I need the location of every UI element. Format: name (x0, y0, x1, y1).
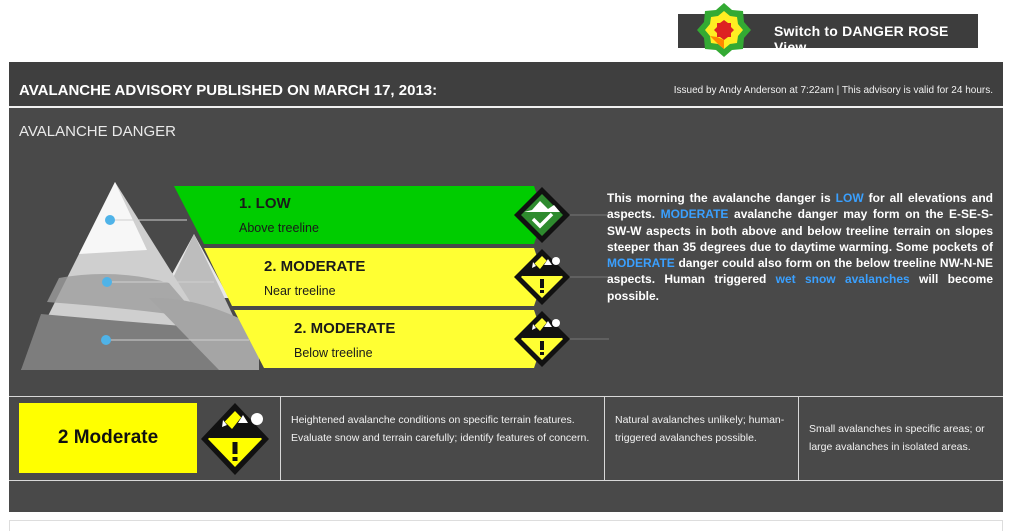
desc-text: will become possible. (607, 272, 993, 303)
danger-scale-legend (9, 396, 1003, 481)
band-level-below: 2. MODERATE (294, 320, 396, 337)
desc-moderate-highlight: MODERATE (607, 256, 675, 271)
advisory-panel (9, 62, 1003, 512)
danger-level-box: 2 Moderate (19, 403, 197, 473)
danger-rose-icon (696, 2, 752, 58)
size-distribution-text: Small avalanches in specific areas; or large avalanches in isolated areas. (798, 397, 1003, 481)
desc-low-highlight: LOW (835, 191, 864, 205)
likelihood-text: Natural avalanches unlikely; human-triggered avalanches possible. (604, 397, 798, 481)
desc-text: danger could also form on the below treeline NW-N-NE aspects. Human triggered (607, 256, 993, 287)
moderate-exclamation-icon (201, 401, 273, 477)
danger-rose-button[interactable] (678, 14, 978, 55)
desc-text: This morning the avalanche danger is (607, 191, 836, 205)
avalanche-danger-title: AVALANCHE DANGER (19, 123, 176, 140)
next-section-edge (9, 520, 1003, 531)
danger-rose-label: Switch to DANGER ROSE View (774, 23, 949, 55)
band-level-above: 1. LOW (239, 195, 291, 212)
danger-description (607, 190, 993, 304)
band-elevation-near: Near treeline (264, 284, 336, 298)
wet-snow-avalanches-link[interactable]: wet snow avalanches (775, 272, 910, 287)
band-level-near: 2. MODERATE (264, 258, 366, 275)
issued-by-text: Issued by Andy Anderson at 7:22am | This advisory is valid for 24 hours. (673, 85, 993, 96)
band-below-treeline (234, 310, 614, 370)
desc-moderate-highlight: MODERATE (660, 207, 729, 222)
advisory-header (9, 62, 1003, 108)
travel-advice-text: Heightened avalanche conditions on specific terrain features. Evaluate snow and terrain carefully; identify features of concern. (280, 397, 604, 481)
band-elevation-above: Above treeline (239, 221, 319, 235)
desc-text: avalanche danger may form on the E-SE-S-SW-W aspects in both above and below treeline terrain on slopes steeper than 35 degrees due to daytime warming. Some pockets of (607, 207, 993, 254)
advisory-title: AVALANCHE ADVISORY PUBLISHED ON MARCH 17, 2013: (19, 82, 438, 99)
desc-text: for all elevations and aspects. (607, 191, 994, 222)
band-elevation-below: Below treeline (294, 346, 373, 360)
band-near-treeline (204, 248, 614, 308)
